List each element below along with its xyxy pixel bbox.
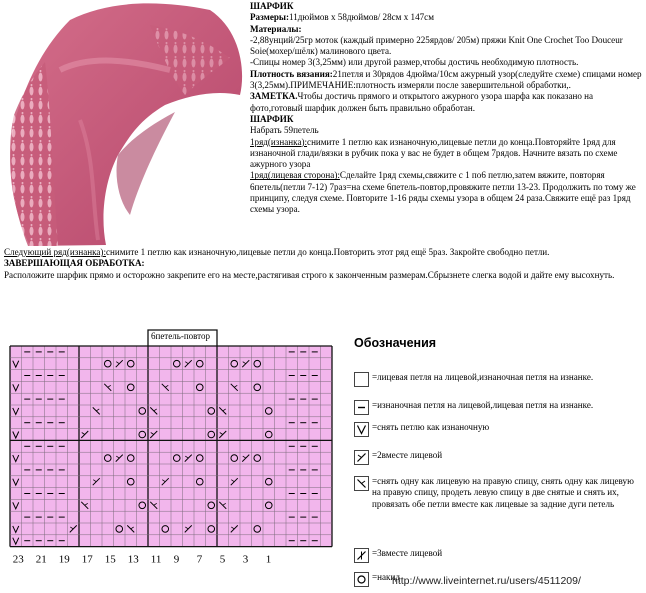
gauge-label: Плотность вязания: bbox=[250, 68, 333, 79]
stitch-number-label: 7 bbox=[196, 553, 203, 566]
row1-label: 1ряд(изнанка): bbox=[250, 136, 308, 147]
legend-text-yo: =накид bbox=[372, 572, 400, 582]
stitch-number-label: 5 bbox=[219, 553, 226, 566]
scarf-photo bbox=[0, 0, 246, 246]
row1-value: снимите 1 петлю как изнаночную,лицевые петли до конца.Повторяйте 1ряд для изнаночной глади/вязки в рубчик пока у вас не будет в общем 7рядов. Начните вязать по схеме ажурного узора bbox=[250, 136, 618, 170]
stitch-number-label: 11 bbox=[150, 553, 162, 566]
materials-yarn: -2,88унций/25гр моток (каждый примерно 225ярдов/ 205м) пряжи Knit One Crochet Too Douceur Soie(мохер/шёлк) малинового цвета. bbox=[250, 34, 623, 57]
pattern-header-text bbox=[250, 1, 642, 216]
size-label: Размеры: bbox=[250, 12, 290, 23]
next-row-label: Следующий ряд(изнанка): bbox=[4, 247, 106, 257]
materials-needles: -Спицы номер 3(3,25мм) или другой размер,чтобы достичь необходимую плотность. bbox=[250, 57, 579, 68]
legend-title: Обозначения bbox=[354, 336, 437, 350]
materials-label: Материалы: bbox=[250, 23, 302, 34]
legend-text-k3tog: =3вместе лицевой bbox=[372, 548, 443, 558]
ssk-icon bbox=[354, 476, 369, 491]
dash-icon bbox=[354, 400, 369, 415]
finishing-label: ЗАВЕРШАЮЩАЯ ОБРАБОТКА: bbox=[4, 258, 145, 269]
stitch-number-label: 9 bbox=[173, 553, 180, 566]
stitch-number-label: 17 bbox=[81, 553, 93, 566]
note-value: Чтобы достичь прямого и открытого ажурного узора шарфа как показано на фото,готовый шарфик должен быть правильно обработан. bbox=[250, 91, 594, 113]
gauge-value: 21петля и 30рядов 4дюйма/10см ажурный узор(следуйте схеме) спицами номер 3(3,25мм).ПРИМЕЧАНИЕ:плотность измеряли после завершительной обработки,. bbox=[250, 68, 642, 91]
repeat-label: 6петель-повтор bbox=[151, 331, 210, 341]
legend-text-ssk: =снять одну как лицевую на правую спицу, снять одну как лицевую на правую спицу, продеть левую спицу в две снятые и снять их, провязать обе петли вместе как лицевые за задние дуги петель bbox=[372, 476, 634, 509]
legend-text-slip: =снять петлю как изнаночную bbox=[372, 422, 490, 432]
note-label: ЗАМЕТКА. bbox=[250, 91, 298, 102]
cast-on-text: Набрать 59петель bbox=[250, 125, 319, 136]
next-row-value: снимите 1 петлю как изнаночную,лицевые петли до конца.Повторить этот ряд ещё 5раз. Закройте свободно петли. bbox=[105, 247, 550, 257]
legend-text-knit: =лицевая петля на лицевой,изнаночная петля на изнанке. bbox=[372, 372, 594, 382]
row1b-value: Сделайте 1ряд схемы,свяжите с 1 по6 петлю,затем вяжите, повторяя 6петель(петли 7-12) 7раз=на схеме 6петель-повтор,провяжите петли 13-23. Продолжить по тому же принципу, следуя схеме. Повторите 1-16 ряды схемы узора в общем 24 раза.Свяжите ещё раз 1ряд схемы узора. bbox=[250, 170, 636, 215]
pattern-title-2: ШАРФИК bbox=[250, 113, 294, 124]
stitch-number-label: 19 bbox=[58, 553, 70, 566]
stitch-number-label: 3 bbox=[242, 553, 249, 566]
stitch-number-label: 13 bbox=[127, 553, 139, 566]
knitting-chart bbox=[0, 326, 345, 593]
stitch-number-label: 1 bbox=[265, 553, 272, 566]
k2tog-icon bbox=[354, 450, 369, 465]
legend-text-k2tog: =2вместе лицевой bbox=[372, 450, 443, 460]
pattern-title: ШАРФИК bbox=[250, 1, 294, 11]
empty-square-icon bbox=[354, 372, 369, 387]
watermark-url: http://www.liveinternet.ru/users/4511209/ bbox=[392, 575, 581, 587]
stitch-number-label: 21 bbox=[35, 553, 47, 566]
stitch-number-label: 15 bbox=[104, 553, 116, 566]
pattern-footer-text bbox=[4, 247, 642, 281]
finishing-value: Расположите шарфик прямо и осторожно закрепите его на месте,растягивая строго к законченным размерам.Сбрызнете слегка водой и дайте ему высохнуть. bbox=[4, 269, 615, 280]
v-icon bbox=[354, 422, 369, 437]
row1b-label: 1ряд(лицевая сторона): bbox=[250, 170, 340, 181]
stitch-number-label: 23 bbox=[12, 553, 24, 566]
legend-text-purl: =изнаночная петля на лицевой,лицевая петля на изнанке. bbox=[372, 400, 594, 410]
yo-icon bbox=[354, 572, 369, 587]
size-value: 11дюймов х 58дюймов/ 28см х 147см bbox=[289, 12, 434, 23]
k3tog-icon bbox=[354, 548, 369, 563]
